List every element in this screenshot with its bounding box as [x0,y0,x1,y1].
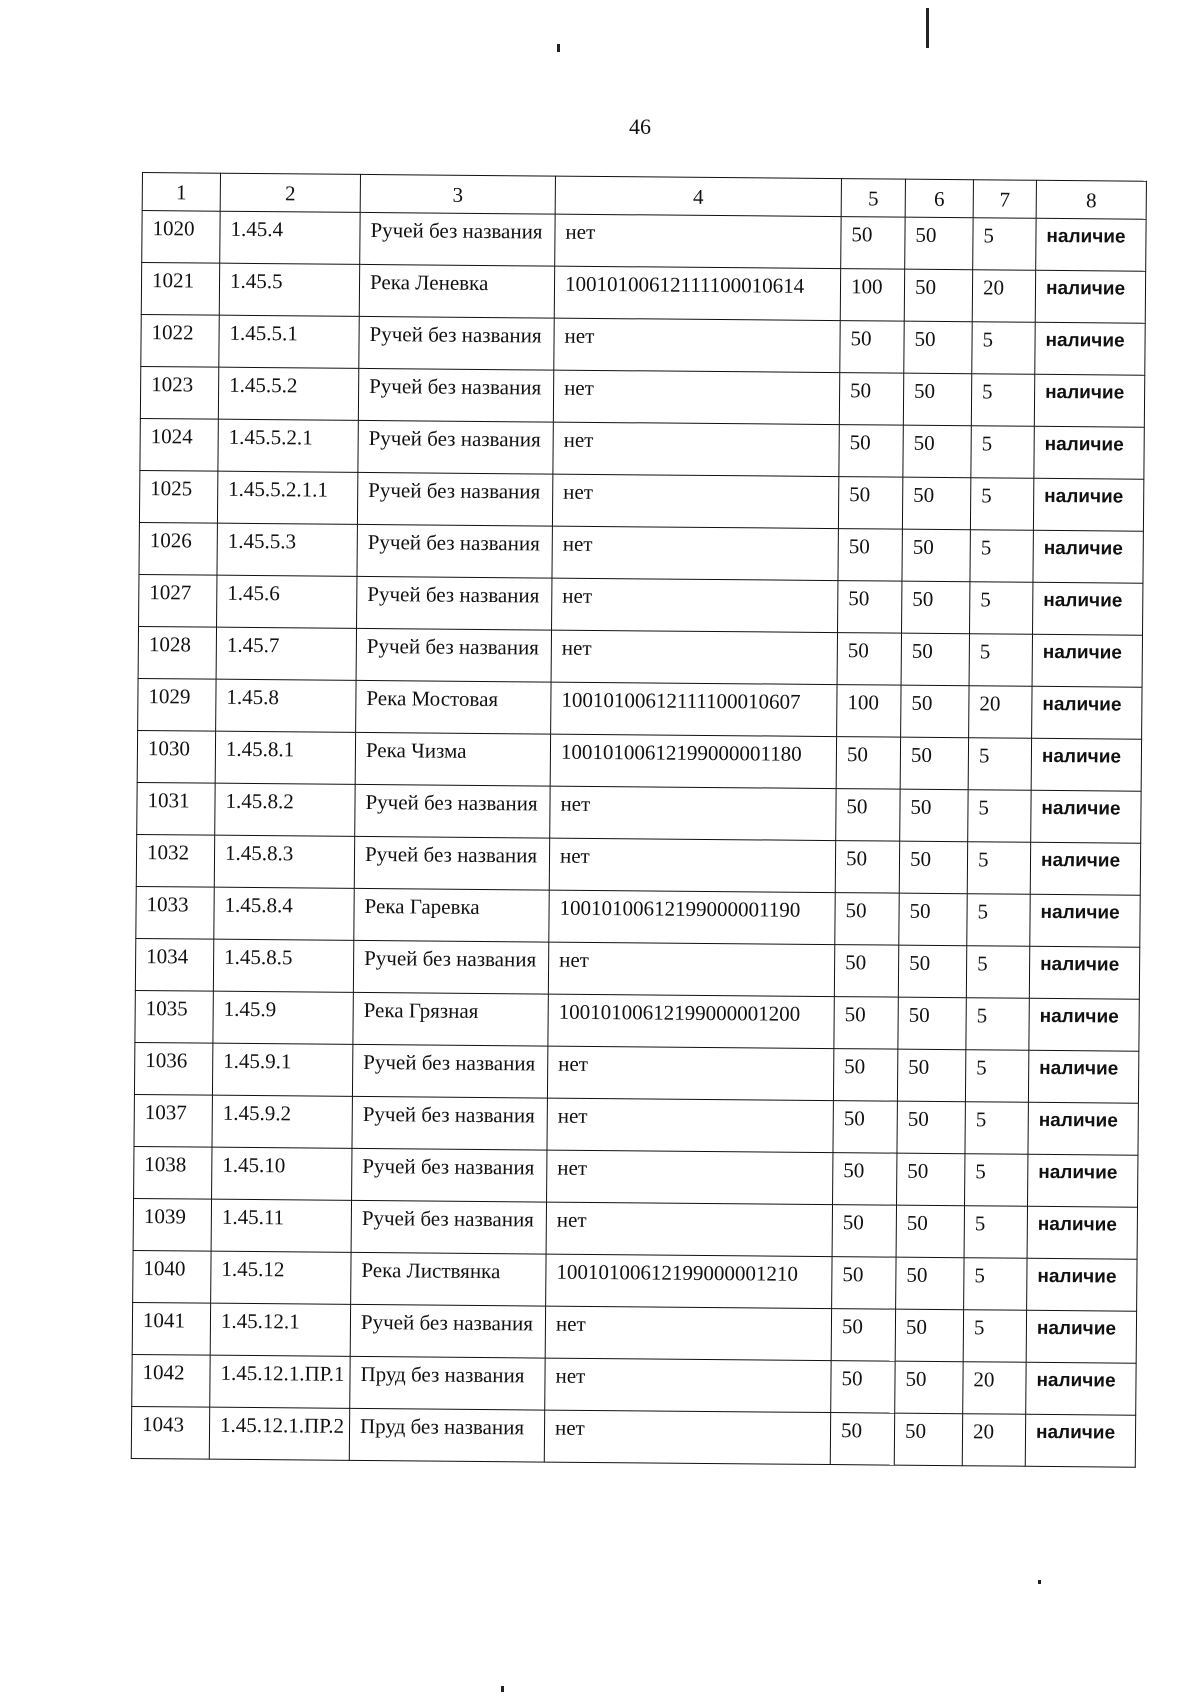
value-cell-5: 50 [839,425,903,478]
status-cell: наличие [1029,998,1139,1051]
value-cell-6: 50 [902,581,970,634]
value-cell-7: 5 [967,894,1030,947]
table-row [132,1354,1136,1415]
name-cell: Ручей без названия [357,576,552,630]
value-cell-6: 50 [895,1361,963,1414]
value-cell-6: 50 [902,477,970,530]
value-cell-5: 50 [831,1361,895,1414]
registry-code-cell: нет [550,786,836,840]
registry-code-cell: нет [545,1306,831,1360]
registry-code-cell: нет [547,1150,833,1204]
status-cell: наличие [1029,946,1139,999]
name-cell: Река Листвянка [351,1252,546,1306]
name-cell: Река Гаревка [354,888,549,942]
value-cell-5: 50 [833,1101,897,1154]
value-cell-7: 5 [970,582,1033,635]
table-row [136,886,1140,947]
column-header: 1 [142,173,220,212]
code-cell: 1.45.5.1 [219,315,359,368]
name-cell: Ручей без названия [351,1200,546,1254]
value-cell-6: 50 [895,1309,963,1362]
registry-code-cell: нет [548,942,834,996]
code-cell: 1.45.6 [217,575,357,628]
name-cell: Ручей без названия [357,472,552,526]
value-cell-6: 50 [903,425,971,478]
name-cell: Ручей без названия [358,420,553,474]
registry-code-cell: нет [544,1410,830,1464]
value-cell-6: 50 [899,841,967,894]
value-cell-6: 50 [901,685,969,738]
value-cell-7: 5 [972,322,1035,375]
status-cell: наличие [1025,1414,1135,1467]
registry-code-cell: нет [555,214,841,268]
status-cell: наличие [1027,1258,1137,1311]
table-row [141,263,1145,324]
value-cell-7: 5 [964,1258,1027,1311]
value-cell-6: 50 [904,321,972,374]
registry-code-cell: 10010100612199000001200 [548,994,834,1048]
scan-artifact [501,1686,504,1692]
name-cell: Ручей без названия [350,1304,545,1358]
name-cell: Ручей без названия [359,316,554,370]
registry-code-cell: нет [547,1098,833,1152]
row-number-cell: 1030 [137,730,215,783]
value-cell-5: 50 [841,217,905,270]
name-cell: Река Мостовая [356,680,551,734]
row-number-cell: 1033 [136,886,214,939]
row-number-cell: 1039 [133,1198,211,1251]
name-cell: Ручей без названия [356,628,551,682]
value-cell-7: 5 [967,842,1030,895]
status-cell: наличие [1028,1154,1138,1207]
value-cell-5: 50 [832,1257,896,1310]
value-cell-5: 50 [830,1413,894,1466]
status-cell: наличие [1032,582,1142,635]
table-row [137,730,1141,791]
status-cell: наличие [1030,894,1140,947]
column-header: 8 [1036,180,1146,219]
value-cell-6: 50 [899,893,967,946]
row-number-cell: 1037 [134,1094,212,1147]
value-cell-7: 20 [962,1414,1025,1467]
column-header: 2 [220,173,360,212]
code-cell: 1.45.8.5 [213,939,353,992]
scan-artifact [926,8,929,48]
value-cell-7: 20 [972,270,1035,323]
column-header: 4 [555,176,841,216]
value-cell-5: 100 [840,269,904,322]
value-cell-6: 50 [900,789,968,842]
row-number-cell: 1026 [139,522,217,575]
registry-code-cell: нет [551,630,837,684]
row-number-cell: 1043 [131,1406,209,1459]
value-cell-7: 5 [963,1310,1026,1363]
row-number-cell: 1041 [132,1302,210,1355]
status-cell: наличие [1027,1206,1137,1259]
name-cell: Река Чизма [355,732,550,786]
table-row [133,1198,1137,1259]
value-cell-5: 50 [834,945,898,998]
value-cell-7: 5 [968,790,1031,843]
row-number-cell: 1021 [141,263,219,316]
value-cell-5: 50 [835,841,899,894]
code-cell: 1.45.9.1 [212,1043,352,1096]
code-cell: 1.45.8.2 [215,783,355,836]
code-cell: 1.45.8 [216,679,356,732]
scan-artifact [1038,1580,1041,1584]
table-row [140,418,1144,479]
table-row [140,366,1144,427]
value-cell-5: 50 [835,893,899,946]
value-cell-7: 5 [966,946,1029,999]
name-cell: Река Леневка [359,264,554,318]
name-cell: Река Грязная [353,992,548,1046]
registry-code-cell: нет [553,422,839,476]
row-number-cell: 1025 [139,470,217,523]
table-body [131,173,1146,1468]
value-cell-7: 5 [970,478,1033,531]
value-cell-5: 50 [840,321,904,374]
row-number-cell: 1024 [140,418,218,471]
column-header: 3 [360,174,555,214]
table-row [133,1250,1137,1311]
value-cell-5: 100 [837,685,901,738]
code-cell: 1.45.9.2 [212,1095,352,1148]
code-cell: 1.45.9 [213,991,353,1044]
column-header: 7 [973,180,1036,219]
value-cell-6: 50 [900,737,968,790]
registry-code-cell: 10010100612111100010614 [554,266,840,320]
column-header: 5 [841,179,905,218]
row-number-cell: 1028 [138,626,216,679]
status-cell: наличие [1026,1362,1136,1415]
code-cell: 1.45.5.2.1.1 [217,471,357,524]
table-row [136,834,1140,895]
row-number-cell: 1038 [134,1146,212,1199]
registry-code-cell: нет [552,526,838,580]
status-cell: наличие [1035,322,1145,375]
value-cell-6: 50 [896,1257,964,1310]
value-cell-6: 50 [905,217,973,270]
status-cell: наличие [1028,1102,1138,1155]
registry-code-cell: нет [547,1046,833,1100]
row-number-cell: 1029 [138,678,216,731]
status-cell: наличие [1030,842,1140,895]
value-cell-5: 50 [833,1153,897,1206]
value-cell-7: 20 [963,1362,1026,1415]
code-cell: 1.45.12 [211,1251,351,1304]
value-cell-5: 50 [838,477,902,530]
value-cell-5: 50 [839,373,903,426]
name-cell: Ручей без названия [352,1148,547,1202]
value-cell-7: 5 [965,1102,1028,1155]
status-cell: наличие [1031,738,1141,791]
value-cell-7: 5 [970,530,1033,583]
value-cell-7: 5 [973,218,1036,271]
value-cell-6: 50 [896,1205,964,1258]
code-cell: 1.45.10 [212,1147,352,1200]
status-cell: наличие [1031,790,1141,843]
table-row [134,1146,1138,1207]
value-cell-7: 5 [964,1206,1027,1259]
registry-code-cell: 10010100612111100010607 [551,682,837,736]
column-header: 6 [905,179,973,218]
code-cell: 1.45.5.2 [218,367,358,420]
table-row [138,678,1142,739]
value-cell-6: 50 [894,1413,962,1466]
value-cell-5: 50 [836,737,900,790]
value-cell-5: 50 [837,633,901,686]
registry-code-cell: нет [552,474,838,528]
row-number-cell: 1022 [141,314,219,367]
status-cell: наличие [1034,426,1144,479]
registry-code-cell: нет [553,370,839,424]
registry-code-cell: 10010100612199000001190 [549,890,835,944]
status-cell: наличие [1033,478,1143,531]
code-cell: 1.45.12.1.ПР.1 [210,1355,350,1408]
name-cell: Ручей без названия [355,784,550,838]
name-cell: Ручей без названия [357,524,552,578]
name-cell: Ручей без названия [360,212,555,266]
status-cell: наличие [1028,1050,1138,1103]
value-cell-6: 50 [897,1049,965,1102]
table-row [139,470,1143,531]
table-row [137,782,1141,843]
row-number-cell: 1035 [135,990,213,1043]
row-number-cell: 1034 [135,938,213,991]
status-cell: наличие [1026,1310,1136,1363]
name-cell: Ручей без названия [353,940,548,994]
status-cell: наличие [1033,530,1143,583]
registry-code-cell: 10010100612199000001180 [550,734,836,788]
value-cell-6: 50 [897,1153,965,1206]
value-cell-6: 50 [903,373,971,426]
code-cell: 1.45.4 [220,211,360,264]
code-cell: 1.45.11 [211,1199,351,1252]
value-cell-5: 50 [838,529,902,582]
row-number-cell: 1040 [133,1250,211,1303]
table-row [135,990,1139,1051]
row-number-cell: 1031 [137,782,215,835]
value-cell-6: 50 [904,269,972,322]
table-row [135,938,1139,999]
value-cell-5: 50 [831,1309,895,1362]
value-cell-7: 20 [969,686,1032,739]
name-cell: Ручей без названия [352,1044,547,1098]
value-cell-6: 50 [898,997,966,1050]
value-cell-6: 50 [897,1101,965,1154]
water-bodies-table [131,172,1147,1468]
registry-code-cell: нет [546,1202,832,1256]
row-number-cell: 1036 [134,1042,212,1095]
value-cell-5: 50 [838,581,902,634]
code-cell: 1.45.5.2.1 [218,419,358,472]
code-cell: 1.45.8.4 [214,887,354,940]
code-cell: 1.45.8.3 [214,835,354,888]
code-cell: 1.45.12.1.ПР.2 [209,1407,349,1460]
table-row [134,1042,1138,1103]
table-row [142,211,1146,272]
status-cell: наличие [1032,634,1142,687]
value-cell-7: 5 [971,426,1034,479]
value-cell-7: 5 [969,634,1032,687]
row-number-cell: 1042 [132,1354,210,1407]
status-cell: наличие [1035,270,1145,323]
value-cell-7: 5 [968,738,1031,791]
value-cell-5: 50 [833,1049,897,1102]
value-cell-5: 50 [832,1205,896,1258]
table-row [138,626,1142,687]
value-cell-7: 5 [971,374,1034,427]
name-cell: Ручей без названия [352,1096,547,1150]
name-cell: Пруд без названия [349,1408,544,1462]
value-cell-6: 50 [902,529,970,582]
name-cell: Пруд без названия [350,1356,545,1410]
scan-artifact [557,44,560,52]
code-cell: 1.45.5 [219,263,359,316]
page-number: 46 [629,114,651,139]
table-row [131,1406,1135,1467]
name-cell: Ручей без названия [358,368,553,422]
registry-code-cell: 10010100612199000001210 [546,1254,832,1308]
table-row [134,1094,1138,1155]
row-number-cell: 1020 [142,211,220,264]
registry-code-cell: нет [554,318,840,372]
table-row [141,314,1145,375]
code-cell: 1.45.8.1 [215,731,355,784]
value-cell-6: 50 [898,945,966,998]
value-cell-6: 50 [901,633,969,686]
table-row [139,574,1143,635]
registry-code-cell: нет [552,578,838,632]
name-cell: Ручей без названия [354,836,549,890]
table-row [139,522,1143,583]
code-cell: 1.45.7 [216,627,356,680]
table-row [132,1302,1136,1363]
row-number-cell: 1027 [139,574,217,627]
status-cell: наличие [1036,218,1146,271]
code-cell: 1.45.5.3 [217,523,357,576]
registry-code-cell: нет [545,1358,831,1412]
registry-code-cell: нет [549,838,835,892]
row-number-cell: 1032 [136,834,214,887]
status-cell: наличие [1034,374,1144,427]
status-cell: наличие [1032,686,1142,739]
value-cell-7: 5 [965,1154,1028,1207]
row-number-cell: 1023 [140,366,218,419]
value-cell-7: 5 [965,1050,1028,1103]
value-cell-5: 50 [834,997,898,1050]
value-cell-7: 5 [966,998,1029,1051]
value-cell-5: 50 [836,789,900,842]
code-cell: 1.45.12.1 [210,1303,350,1356]
